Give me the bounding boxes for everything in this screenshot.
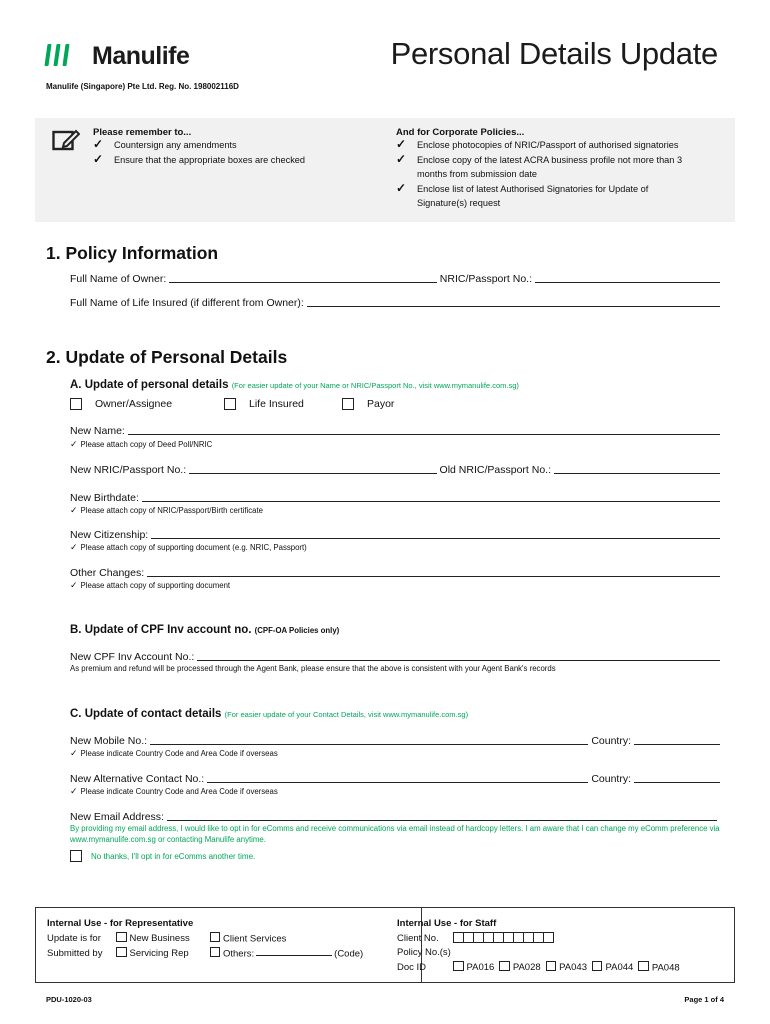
reminder-item-continued: months from submission date bbox=[417, 169, 537, 179]
page-number: Page 1 of 4 bbox=[684, 995, 724, 1004]
life-insured-field[interactable] bbox=[307, 306, 720, 307]
alt-country-label: Country: bbox=[591, 773, 631, 785]
other-changes-label: Other Changes: bbox=[70, 567, 145, 579]
subsection-a-note: (For easier update of your Name or NRIC/Passport No., visit www.mymanulife.com.sg) bbox=[231, 381, 519, 390]
optout-checkbox[interactable] bbox=[70, 850, 82, 862]
owner-assignee-checkbox[interactable] bbox=[70, 398, 82, 410]
mobile-note: ✓ Please indicate Country Code and Area Code if overseas bbox=[70, 748, 278, 758]
new-citizenship-label: New Citizenship: bbox=[70, 529, 149, 541]
mobile-country-label: Country: bbox=[591, 735, 631, 747]
reminder-right-heading: And for Corporate Policies... bbox=[396, 127, 525, 138]
reminder-item: ✓ Ensure that the appropriate boxes are checked bbox=[93, 151, 306, 166]
subsection-a-title: A. Update of personal details (For easier update of your Name or NRIC/Passport No., visit www.mymanulife.com.sg) bbox=[70, 379, 519, 391]
new-birthdate-label: New Birthdate: bbox=[70, 492, 139, 504]
new-alt-contact-label: New Alternative Contact No.: bbox=[70, 773, 205, 785]
old-nric-field[interactable] bbox=[554, 473, 720, 474]
life-insured-row bbox=[70, 297, 723, 309]
reminder-left-heading: Please remember to... bbox=[93, 127, 192, 138]
pa016-checkbox[interactable] bbox=[453, 961, 464, 972]
nric-label: NRIC/Passport No.: bbox=[439, 273, 532, 285]
doc-id-row: Doc ID PA016 PA028 PA043 PA044 PA048 bbox=[397, 962, 680, 973]
payor-label: Payor bbox=[367, 398, 395, 410]
new-email-label: New Email Address: bbox=[70, 811, 164, 823]
check-icon: ✓ bbox=[70, 786, 78, 796]
new-mobile-row bbox=[70, 735, 723, 747]
subsection-b-title: B. Update of CPF Inv account no. (CPF-OA Policies only) bbox=[70, 624, 340, 636]
internal-rep-section bbox=[47, 917, 417, 962]
nric-update-row bbox=[70, 464, 723, 476]
life-insured-label: Full Name of Life Insured (if different from Owner): bbox=[70, 297, 304, 309]
reminder-item: ✓ Enclose photocopies of NRIC/Passport of authorised signatories bbox=[396, 137, 679, 151]
new-alt-contact-field[interactable] bbox=[207, 782, 588, 783]
new-name-field[interactable] bbox=[128, 434, 720, 435]
form-code: PDU-1020-03 bbox=[46, 995, 92, 1004]
check-icon: ✓ bbox=[93, 151, 104, 166]
submitted-by-row: Submitted by Servicing Rep Others: (Code) bbox=[47, 948, 364, 959]
edit-form-icon bbox=[52, 129, 80, 151]
section-1-title: 1. Policy Information bbox=[46, 243, 219, 263]
email-consent-text: By providing my email address, I would like to opt in for eComms and receive communications via email instead of hardcopy letters. I am aware that I can change my eComm preference via www.mymanulife.com.sg or contacting Manulife anytime. bbox=[70, 824, 720, 844]
pa028-checkbox[interactable] bbox=[499, 961, 510, 972]
check-icon: ✓ bbox=[70, 748, 78, 758]
pa043-checkbox[interactable] bbox=[546, 961, 557, 972]
nric-field[interactable] bbox=[535, 282, 720, 283]
new-nric-label: New NRIC/Passport No.: bbox=[70, 464, 187, 476]
reminder-item-continued: Signature(s) request bbox=[417, 198, 501, 208]
optout-label: No thanks, I'll opt in for eComms another time. bbox=[91, 851, 256, 861]
new-business-checkbox[interactable] bbox=[116, 932, 127, 943]
pa048-checkbox[interactable] bbox=[638, 961, 649, 972]
life-insured-role-label: Life Insured bbox=[249, 398, 304, 410]
new-citizenship-row bbox=[70, 529, 723, 541]
other-changes-row bbox=[70, 567, 723, 579]
mobile-country-field[interactable] bbox=[634, 744, 720, 745]
owner-name-label: Full Name of Owner: bbox=[70, 273, 167, 285]
staff-title: Internal Use - for Staff bbox=[397, 918, 497, 929]
new-cpf-row bbox=[70, 651, 723, 663]
new-citizenship-field[interactable] bbox=[151, 538, 720, 539]
payor-checkbox[interactable] bbox=[342, 398, 354, 410]
update-for-row: Update is for New Business Client Services bbox=[47, 933, 287, 944]
reminder-item: ✓ Enclose list of latest Authorised Signatories for Update of bbox=[396, 180, 649, 195]
optout-row bbox=[70, 850, 255, 862]
reminder-left bbox=[93, 127, 383, 167]
new-mobile-field[interactable] bbox=[150, 744, 588, 745]
subsection-c-note: (For easier update of your Contact Details, visit www.mymanulife.com.sg) bbox=[224, 710, 469, 719]
owner-name-field[interactable] bbox=[169, 282, 437, 283]
old-nric-label: Old NRIC/Passport No.: bbox=[439, 464, 551, 476]
new-email-row bbox=[70, 811, 720, 823]
reminder-right bbox=[396, 127, 726, 211]
new-nric-field[interactable] bbox=[189, 473, 436, 474]
check-icon: ✓ bbox=[93, 137, 104, 151]
life-insured-checkbox[interactable] bbox=[224, 398, 236, 410]
citizenship-note: ✓ Please attach copy of supporting document (e.g. NRIC, Passport) bbox=[70, 542, 307, 552]
role-options bbox=[70, 398, 394, 410]
pa044-checkbox[interactable] bbox=[592, 961, 603, 972]
document-title: Personal Details Update bbox=[390, 36, 718, 71]
alt-contact-note: ✓ Please indicate Country Code and Area Code if overseas bbox=[70, 786, 278, 796]
rep-title: Internal Use - for Representative bbox=[47, 918, 194, 929]
new-birthdate-field[interactable] bbox=[142, 501, 720, 502]
check-icon: ✓ bbox=[70, 439, 78, 449]
manulife-logo-icon bbox=[46, 44, 68, 66]
brand-name: Manulife bbox=[92, 42, 190, 70]
alt-country-field[interactable] bbox=[634, 782, 720, 783]
subsection-b-note: (CPF-OA Policies only) bbox=[254, 626, 340, 635]
other-changes-note: ✓ Please attach copy of supporting document bbox=[70, 580, 231, 590]
check-icon: ✓ bbox=[70, 542, 78, 552]
check-icon: ✓ bbox=[396, 151, 407, 166]
internal-use-box bbox=[35, 907, 735, 983]
owner-row bbox=[70, 273, 723, 285]
internal-staff-section bbox=[397, 917, 727, 976]
new-mobile-label: New Mobile No.: bbox=[70, 735, 148, 747]
check-icon: ✓ bbox=[70, 505, 78, 515]
reminder-item: ✓ Enclose copy of the latest ACRA business profile not more than 3 bbox=[396, 151, 683, 166]
servicing-rep-checkbox[interactable] bbox=[116, 947, 127, 958]
reminder-item: ✓ Countersign any amendments bbox=[93, 137, 237, 151]
registration-number: Manulife (Singapore) Pte Ltd. Reg. No. 198002116D bbox=[46, 82, 239, 91]
new-cpf-label: New CPF Inv Account No.: bbox=[70, 651, 195, 663]
client-services-checkbox[interactable] bbox=[210, 932, 221, 943]
client-no-field[interactable] bbox=[453, 932, 554, 943]
policy-no-label: Policy No.(s) bbox=[397, 947, 451, 958]
owner-assignee-label: Owner/Assignee bbox=[95, 398, 173, 410]
section-2-title: 2. Update of Personal Details bbox=[46, 347, 288, 367]
new-name-label: New Name: bbox=[70, 425, 125, 437]
birthdate-note: ✓ Please attach copy of NRIC/Passport/Birth certificate bbox=[70, 505, 263, 515]
new-name-note: ✓ Please attach copy of Deed Poll/NRIC bbox=[70, 439, 213, 449]
check-icon: ✓ bbox=[396, 137, 407, 151]
check-icon: ✓ bbox=[70, 580, 78, 590]
new-alt-contact-row bbox=[70, 773, 723, 785]
new-cpf-field[interactable] bbox=[197, 660, 720, 661]
cpf-note: As premium and refund will be processed through the Agent Bank, please ensure that the above is consistent with your Agent Bank's records bbox=[70, 664, 556, 673]
other-changes-field[interactable] bbox=[147, 576, 720, 577]
check-icon: ✓ bbox=[396, 180, 407, 195]
new-birthdate-row bbox=[70, 492, 723, 504]
others-checkbox[interactable] bbox=[210, 947, 221, 958]
client-no-row: Client No. bbox=[397, 932, 727, 947]
new-email-field[interactable] bbox=[167, 820, 717, 821]
subsection-c-title: C. Update of contact details (For easier update of your Contact Details, visit www.mymanulife.com.sg) bbox=[70, 708, 469, 720]
new-name-row bbox=[70, 425, 723, 437]
others-field[interactable] bbox=[256, 955, 332, 956]
